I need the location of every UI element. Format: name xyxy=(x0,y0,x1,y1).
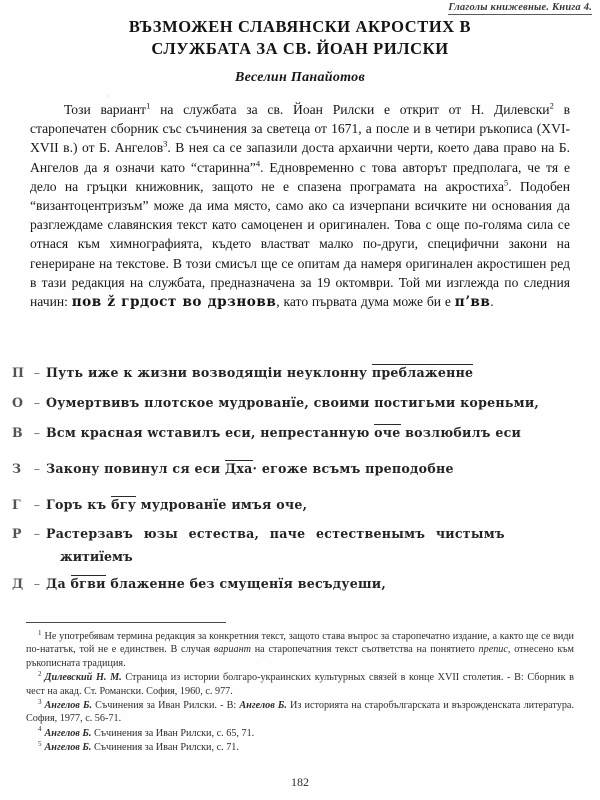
titlo-overline: бгви xyxy=(70,576,106,592)
acrostic-row xyxy=(12,394,588,413)
acrostic-block xyxy=(12,364,588,605)
acrostic-row xyxy=(12,460,588,479)
acrostic-dash: – xyxy=(33,424,41,440)
acrostic-line-text: Оумертвивъ плотское мудрованїе, своими постигьми кореньми, xyxy=(46,394,540,410)
footnote-list xyxy=(26,630,574,756)
titlo-overline: преблаженне xyxy=(371,365,474,380)
acrostic-dash: – xyxy=(33,526,41,542)
titlo-overline: бгу xyxy=(111,496,137,512)
footnote-marker: 3 xyxy=(38,697,42,706)
acrostic-line-text: Горъ къ бгу мудрованїе имъя оче, xyxy=(46,496,308,512)
acrostic-line-text: Всм красная wставилъ еси, непрестанную оче возлюбилъ еси xyxy=(46,424,522,440)
footnote-item xyxy=(26,630,574,670)
body-paragraph: Този вариант$^1$ на службата за св. Йоан Рилски е открит от Н. Дилевски$^2$ в старопечатен сборник със съчинения за светеца от 1671, а после и в четири ръкописа (XVI-XVII в.) от Б. Ангелов$^3$. В нея са се запазили доста архаични черти, което дава право на Б. Ангелов да я означи като “старинна”$^4$. Едновременно с това авторът предполага, че тя е дело на гръцки книжовник, защото не е спазена програмата на акростиха$^5$. Подобен “византоцентризъм” може да има място, само ако са изчерпани всичките ни основания да разглеждаме славянския текст като самоценен и оригинален. Това с още по-голяма сила се отнася към химнографията, където властват малко по-други, специфични закони на генериране на текстове. В този смисъл ще се опитам да намеря оригинален акростишен ред в тази редакция на службата, предназначена за 19 октомври. Той ми изглежда по следния начин: пов ž грдост во дрзновв, като първата дума може би е пʼвв. xyxy=(30,100,571,311)
footnote-item xyxy=(26,699,574,726)
acrostic-dash: – xyxy=(33,365,41,380)
footnote-text: Дилевский Н. М. Страница из истории болгаро-украинских культурных связей в конце XVII столетия. - В: Сборник в чест на акад. Ст. Романски. София, 1960, с. 977. xyxy=(26,672,574,697)
acrostic-dash: – xyxy=(33,576,41,592)
acrostic-line-text: Путь иже к жизни возводящiи неуклонну преблаженне xyxy=(46,365,474,380)
acrostic-line-text: Закону повинул ся еси Дха· егоже всъмъ преподобне xyxy=(46,460,454,476)
title-line-2: СЛУЖБАТА ЗА СВ. ЙОАН РИЛСКИ xyxy=(151,38,449,58)
acrostic-letter: Р xyxy=(12,526,22,542)
footnote-text: Ангелов Б. Съчинения за Иван Рилски. - В: Ангелов Б. Из историята на старобългарската и възрожденската литература. София, 1977, с. 56-71. xyxy=(26,700,574,725)
acrostic-row xyxy=(12,525,588,544)
footnote-text: Ангелов Б. Съчинения за Иван Рилски, с. 71. xyxy=(44,742,239,754)
acrostic-letter: З xyxy=(12,460,22,476)
title-line-1: ВЪЗМОЖЕН СЛАВЯНСКИ АКРОСТИХ В xyxy=(128,17,472,36)
footnote-separator xyxy=(26,622,226,623)
acrostic-dash: – xyxy=(33,496,41,512)
acrostic-row xyxy=(12,424,588,443)
footnote-item xyxy=(26,741,574,754)
acrostic-line-continuation: житиїемъ xyxy=(60,549,133,565)
footnote-marker: 4 xyxy=(38,725,42,734)
acrostic-dash: – xyxy=(33,394,41,410)
footnote-item xyxy=(26,671,574,698)
acrostic-letter: В xyxy=(12,424,23,440)
acrostic-line-text: Да бгви блаженне без смущенїя весъдуеши, xyxy=(46,576,387,592)
running-head: Глаголы книжевные. Книга 4. xyxy=(448,2,592,13)
author-name: Веселин Панайотов xyxy=(234,70,365,85)
acrostic-letter: П xyxy=(12,365,25,380)
titlo-overline: Дха xyxy=(224,460,253,476)
footnote-marker: 5 xyxy=(38,739,42,748)
footnote-item xyxy=(26,727,574,740)
page-number: 182 xyxy=(291,775,309,789)
acrostic-line-text: Растерзавъ юзы естества, паче естественымъ чистымъ xyxy=(46,526,505,542)
footnote-marker: 2 xyxy=(38,669,42,678)
acrostic-dash: – xyxy=(33,460,41,476)
page-title xyxy=(0,16,600,60)
footnote-marker: 1 xyxy=(38,628,42,637)
acrostic-letter: Г xyxy=(12,496,21,512)
acrostic-row xyxy=(12,364,588,383)
footnote-text: Ангелов Б. Съчинения за Иван Рилски, с. 65, 71. xyxy=(44,727,255,739)
acrostic-row xyxy=(12,496,588,515)
body-text xyxy=(30,100,570,312)
titlo-overline: оче xyxy=(374,424,401,440)
acrostic-letter: Д xyxy=(12,576,24,592)
acrostic-row xyxy=(12,575,588,594)
footnote-text: Не употребявам термина редакция за конкретния текст, защото става въпрос за старопечатно издание, а както ще се види по-нататък, той не е единствен. В случая вариант на старопечатния текст съответства на понятието препис, отнесено към ръкописната традиция. xyxy=(26,631,574,669)
acrostic-letter: О xyxy=(12,394,24,410)
